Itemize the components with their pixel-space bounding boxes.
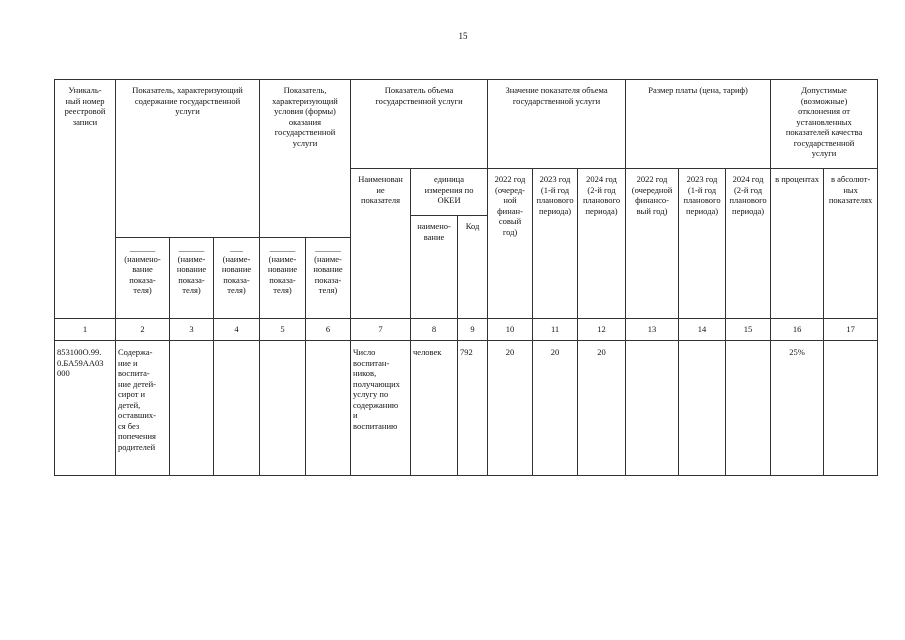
page-number: 15 bbox=[458, 31, 468, 41]
column-number: 15 bbox=[726, 319, 771, 341]
header-value-2022: 2022 год (очеред- ной финан- совый год) bbox=[488, 169, 533, 319]
header-volume-value: Значение показателя объема государственной услуги bbox=[488, 80, 626, 169]
header-deviation-absolute: в абсолют- ных показателях bbox=[824, 169, 878, 319]
column-number: 16 bbox=[771, 319, 824, 341]
header-conditions-indicator: Показатель, характеризующий условия (формы) оказания государственной услуги bbox=[260, 80, 351, 238]
column-number: 5 bbox=[260, 319, 306, 341]
header-fee-2024: 2024 год (2-й год планового периода) bbox=[726, 169, 771, 319]
header-sub-name: ______ (наиме- нование показа- теля) bbox=[260, 238, 306, 319]
header-sub-name: ______ (наиме- нование показа- теля) bbox=[306, 238, 351, 319]
header-deviation-percent: в процентах bbox=[771, 169, 824, 319]
cell-unit-code: 792 bbox=[458, 341, 488, 476]
header-content-indicator: Показатель, характеризующий содержание государственной услуги bbox=[116, 80, 260, 238]
column-number: 6 bbox=[306, 319, 351, 341]
service-volume-table bbox=[54, 79, 878, 476]
header-value-2023: 2023 год (1-й год планового периода) bbox=[533, 169, 578, 319]
header-unique-number: Уникаль- ный номер реестровой записи bbox=[55, 80, 116, 319]
cell-empty bbox=[214, 341, 260, 476]
column-number: 10 bbox=[488, 319, 533, 341]
header-sub-name: ___ (наиме- нование показа- теля) bbox=[214, 238, 260, 319]
column-number: 13 bbox=[626, 319, 679, 341]
header-row-1 bbox=[55, 80, 878, 169]
cell-empty bbox=[170, 341, 214, 476]
header-okei-unit: единица измерения по ОКЕИ bbox=[411, 169, 488, 216]
header-okei-code: Код bbox=[458, 216, 488, 319]
column-number: 4 bbox=[214, 319, 260, 341]
cell-deviation-percent: 25% bbox=[771, 341, 824, 476]
cell-empty bbox=[726, 341, 771, 476]
cell-empty bbox=[260, 341, 306, 476]
header-fee: Размер платы (цена, тариф) bbox=[626, 80, 771, 169]
header-fee-2023: 2023 год (1-й год планового периода) bbox=[679, 169, 726, 319]
column-number: 14 bbox=[679, 319, 726, 341]
column-number: 7 bbox=[351, 319, 411, 341]
column-number-row bbox=[55, 319, 878, 341]
header-value-2024: 2024 год (2-й год планового периода) bbox=[578, 169, 626, 319]
cell-value-2022: 20 bbox=[488, 341, 533, 476]
cell-empty bbox=[679, 341, 726, 476]
cell-empty bbox=[626, 341, 679, 476]
column-number: 11 bbox=[533, 319, 578, 341]
cell-content: Содержа- ние и воспита- ние детей- сирот и детей, оставших- ся без попечения родителей bbox=[116, 341, 170, 476]
header-sub-name: ______ (наимено- вание показа- теля) bbox=[116, 238, 170, 319]
cell-value-2023: 20 bbox=[533, 341, 578, 476]
table-row bbox=[55, 341, 878, 476]
cell-empty bbox=[306, 341, 351, 476]
cell-registry-number: 853100О.99. 0.БА59АА03 000 bbox=[55, 341, 116, 476]
cell-value-2024: 20 bbox=[578, 341, 626, 476]
header-sub-name: ______ (наиме- нование показа- теля) bbox=[170, 238, 214, 319]
column-number: 9 bbox=[458, 319, 488, 341]
column-number: 12 bbox=[578, 319, 626, 341]
cell-indicator-name: Число воспитан- ников, получающих услугу по содержанию и воспитанию bbox=[351, 341, 411, 476]
column-number: 17 bbox=[824, 319, 878, 341]
column-number: 3 bbox=[170, 319, 214, 341]
column-number: 1 bbox=[55, 319, 116, 341]
header-deviations: Допустимые (возможные) отклонения от установленных показателей качества государственной услуги bbox=[771, 80, 878, 169]
header-indicator-name: Наименован ие показателя bbox=[351, 169, 411, 319]
cell-empty bbox=[824, 341, 878, 476]
column-number: 8 bbox=[411, 319, 458, 341]
header-fee-2022: 2022 год (очередной финансо- вый год) bbox=[626, 169, 679, 319]
header-okei-name: наимено- вание bbox=[411, 216, 458, 319]
header-volume-indicator: Показатель объема государственной услуги bbox=[351, 80, 488, 169]
cell-unit-name: человек bbox=[411, 341, 458, 476]
column-number: 2 bbox=[116, 319, 170, 341]
